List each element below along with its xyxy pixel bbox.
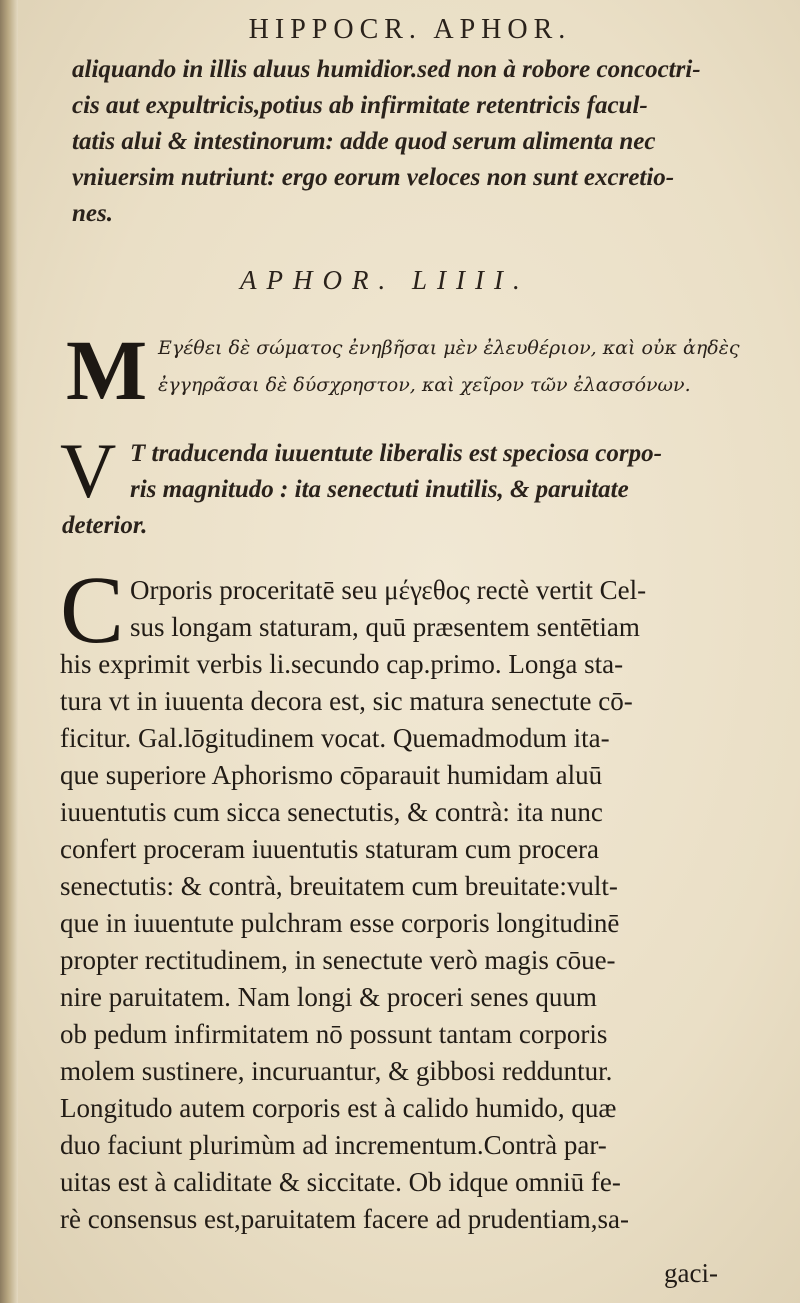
preceding-aphorism-text xyxy=(72,52,772,232)
commentary-line: duo faciunt plurimùm ad incrementum.Contrà par- xyxy=(60,1130,607,1160)
greek-line: Εγέθει δὲ σώματος ἐνηβῆσαι μὲν ἐλευθέριον, καὶ οὐκ ἀηδὲς xyxy=(158,337,740,359)
text-line: tatis alui & intestinorum: adde quod serum alimenta nec xyxy=(72,128,656,155)
page-gutter-shadow xyxy=(0,0,18,1303)
commentary-line: senectutis: & contrà, breuitatem cum breuitate:vult- xyxy=(60,871,618,901)
commentary-line: Longitudo autem corporis est à calido humido, quæ xyxy=(60,1093,617,1123)
commentary-line: molem sustinere, incuruantur, & gibbosi redduntur. xyxy=(60,1056,613,1086)
commentary-line: confert proceram iuuentutis staturam cum procera xyxy=(60,834,600,864)
commentary-line: nire paruitatem. Nam longi & proceri senes quum xyxy=(60,982,597,1012)
text-line: nes. xyxy=(72,200,113,227)
text-line: aliquando in illis aluus humidior.sed non à robore concoctri- xyxy=(72,56,701,83)
aphorism-heading: APHOR. LIIII. xyxy=(240,265,530,295)
commentary-line: propter rectitudinem, in senectute verò magis cōue- xyxy=(60,945,616,975)
greek-drop-initial: M xyxy=(66,322,148,418)
latin-line: ris magnitudo : ita senectuti inutilis, & paruitate xyxy=(130,476,629,503)
commentary-line: uitas est à caliditate & siccitate. Ob idque omniū fe- xyxy=(60,1167,621,1197)
latin-line: T traducenda iuuentute liberalis est speciosa corpo- xyxy=(130,440,662,467)
commentary-line: ficitur. Gal.lōgitudinem vocat. Quemadmodum ita- xyxy=(60,723,610,753)
text-line: vniuersim nutriunt: ergo eorum veloces non sunt excretio- xyxy=(72,164,675,191)
commentary-drop-initial: C xyxy=(60,556,125,663)
commentary-line: ob pedum infirmitatem nō possunt tantam corporis xyxy=(60,1019,608,1049)
commentary-line: Orporis proceritatē seu μέγεθος rectè vertit Cel- xyxy=(130,575,647,605)
text-line: cis aut expultricis,potius ab infirmitate retentricis facul- xyxy=(72,92,648,119)
catchword: gaci- xyxy=(664,1258,718,1288)
greek-aphorism-text xyxy=(158,330,768,404)
greek-line: ἐγγηρᾶσαι δὲ δύσχρηστον, καὶ χεῖρον τῶν ἐλασσόνων. xyxy=(158,374,691,396)
commentary-line: rè consensus est,paruitatem facere ad prudentiam,sa- xyxy=(60,1204,630,1234)
commentary-line: iuuentutis cum sicca senectutis, & contrà: ita nunc xyxy=(60,797,603,827)
latin-drop-initial: V xyxy=(60,427,117,514)
commentary-line: que in iuuentute pulchram esse corporis longitudinē xyxy=(60,908,620,938)
running-head: HIPPOCR. APHOR. xyxy=(248,14,572,45)
commentary-line: sus longam staturam, quū præsentem sentētiam xyxy=(130,612,640,642)
latin-line: deterior. xyxy=(62,512,148,539)
commentary-line: his exprimit verbis li.secundo cap.primo. Longa sta- xyxy=(60,649,624,679)
commentary-line: tura vt in iuuenta decora est, sic matura senectute cō- xyxy=(60,686,633,716)
commentary-line: que superiore Aphorismo cōparauit humidam aluū xyxy=(60,760,603,790)
